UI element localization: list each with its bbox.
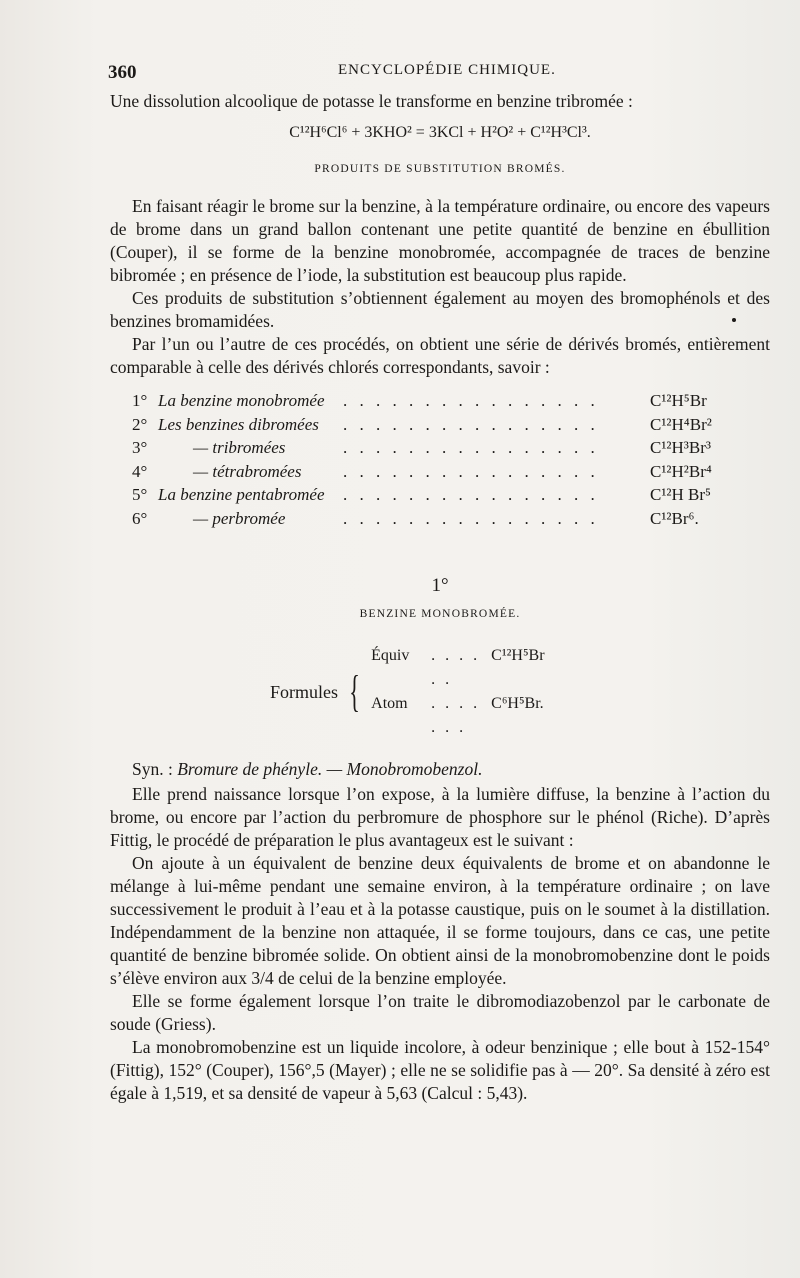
formule-value: C⁶H⁵Br. [491,695,544,712]
leader-dots: . . . . . . . . . . . . . . . . [343,485,599,504]
item-number: 5° [132,485,148,504]
leader-dots: . . . . . . [431,647,481,688]
leader-dots: . . . . . . . . . . . . . . . . [343,461,599,481]
item-formula: C¹²H²Br⁴ [650,461,712,481]
item-number: 2° [132,414,148,434]
item-number: 3° [132,438,148,457]
list-item [110,507,770,531]
item-formula: C¹²H⁴Br² [650,414,712,434]
derivatives-list [110,389,770,530]
item-formula: C¹²Br⁶. [650,508,699,528]
list-item [110,460,770,484]
leader-dots: . . . . . . . . . . . . . . . . [343,438,599,457]
brace-icon: { [349,667,360,716]
page-header [0,58,800,88]
item-number: 4° [132,461,148,481]
paragraph: Elle prend naissance lorsque l’on expose, à la lumière diffuse, la benzine à l’action du brome, ou encore par l’action du perbromure de phosphore sur le phénol (Riche). D’après Fittig, le procédé de préparation le plus avantageux est le suivant : [110,784,770,850]
paragraph: Par l’un ou l’autre de ces procédés, on obtient une série de dérivés bromés, entièrement comparable à celle des dérivés chlorés correspondants, savoir : [110,334,770,377]
paragraph: Ces produits de substitution s’obtiennent également au moyen des bromophénols et des benzines bromamidées. [110,288,770,331]
item-formula: C¹²H³Br³ [650,438,712,457]
paragraph: La monobromobenzine est un liquide incolore, à odeur benzinique ; elle bout à 152-154° (Fittig), 152° (Couper), 156°,5 (Mayer) ; elle ne se solidifie pas à — 20°. Sa densité à zéro est égale à 1,519, et sa densité de vapeur à 5,63 (Calcul : 5,43). [110,1037,770,1103]
intro-paragraph: Une dissolution alcoolique de potasse le transforme en benzine tribromée : [110,91,633,111]
leader-dots: . . . . . . . . . . . . . . . . [343,414,599,434]
item-name: — tétrabromées [193,461,302,481]
formule-label: Atom [371,695,408,712]
list-item [110,483,770,507]
leader-dots: . . . . . . . . . . . . . . . . [343,508,599,528]
synonyms-names: Bromure de phényle. — Monobromobenzol. [177,759,483,779]
page-body [110,90,770,1105]
formules-rows [371,644,544,740]
item-name: — tribromées [193,438,286,457]
formule-label: Équiv [371,647,410,664]
list-item [110,436,770,460]
item-name: La benzine monobromée [158,391,325,410]
item-name: La benzine pentabromée [158,485,325,504]
item-name: Les benzines dibromées [158,414,319,434]
subsection-title: BENZINE MONOBROMÉE. [359,608,521,620]
formules-label: Formules [270,681,339,702]
item-formula: C¹²H⁵Br [650,391,707,410]
item-name: — perbromée [193,508,286,528]
formule-value: C¹²H⁵Br [491,647,545,664]
reaction-formula: C¹²H⁶Cl⁶ + 3KHO² = 3KCl + H²O² + C¹²H³Cl³. [289,124,591,141]
paragraph: On ajoute à un équivalent de benzine deux équivalents de brome et on abandonne le mélange à lui-même pendant une semaine environ, à la température ordinaire ; on lave successivement le produit à l’eau et à la potasse caustique, puis on le soumet à la distillation. Indépendamment de la benzine non attaquée, il se forme toujours, dans ce cas, une petite quantité de benzine bibromée solide. On obtient ainsi de la monobromobenzine dont le poids s’élève environ aux 3/4 de celui de la benzine employée. [110,853,770,988]
page-number: 360 [108,62,137,83]
section-heading: PRODUITS DE SUBSTITUTION BROMÉS. [314,163,566,175]
running-title: ENCYCLOPÉDIE CHIMIQUE. [338,62,556,78]
item-number: 6° [132,508,148,528]
formule-row [371,692,544,740]
formules-block [270,644,770,740]
list-item [110,413,770,437]
ink-mark [732,318,736,322]
subsection-number: 1° [431,575,449,596]
paragraph: Elle se forme également lorsque l’on traite le dibromodiazobenzol par le carbonate de soude (Griess). [110,991,770,1034]
formule-row [371,644,544,692]
paragraph: En faisant réagir le brome sur la benzine, à la température ordinaire, ou encore des vapeurs de brome dans un grand ballon contenant une petite quantité de benzine en ébullition (Couper), il se forme de la benzine monobromée, accompagnée de traces de benzine bibromée ; en présence de l’iode, la substitution est beaucoup plus rapide. [110,196,770,285]
list-item [110,389,770,413]
synonyms-line [110,758,770,781]
leader-dots: . . . . . . . [431,695,481,736]
item-number: 1° [132,391,148,410]
synonyms-prefix: Syn. : [132,759,173,779]
leader-dots: . . . . . . . . . . . . . . . . [343,391,599,410]
item-formula: C¹²H Br⁵ [650,485,711,504]
